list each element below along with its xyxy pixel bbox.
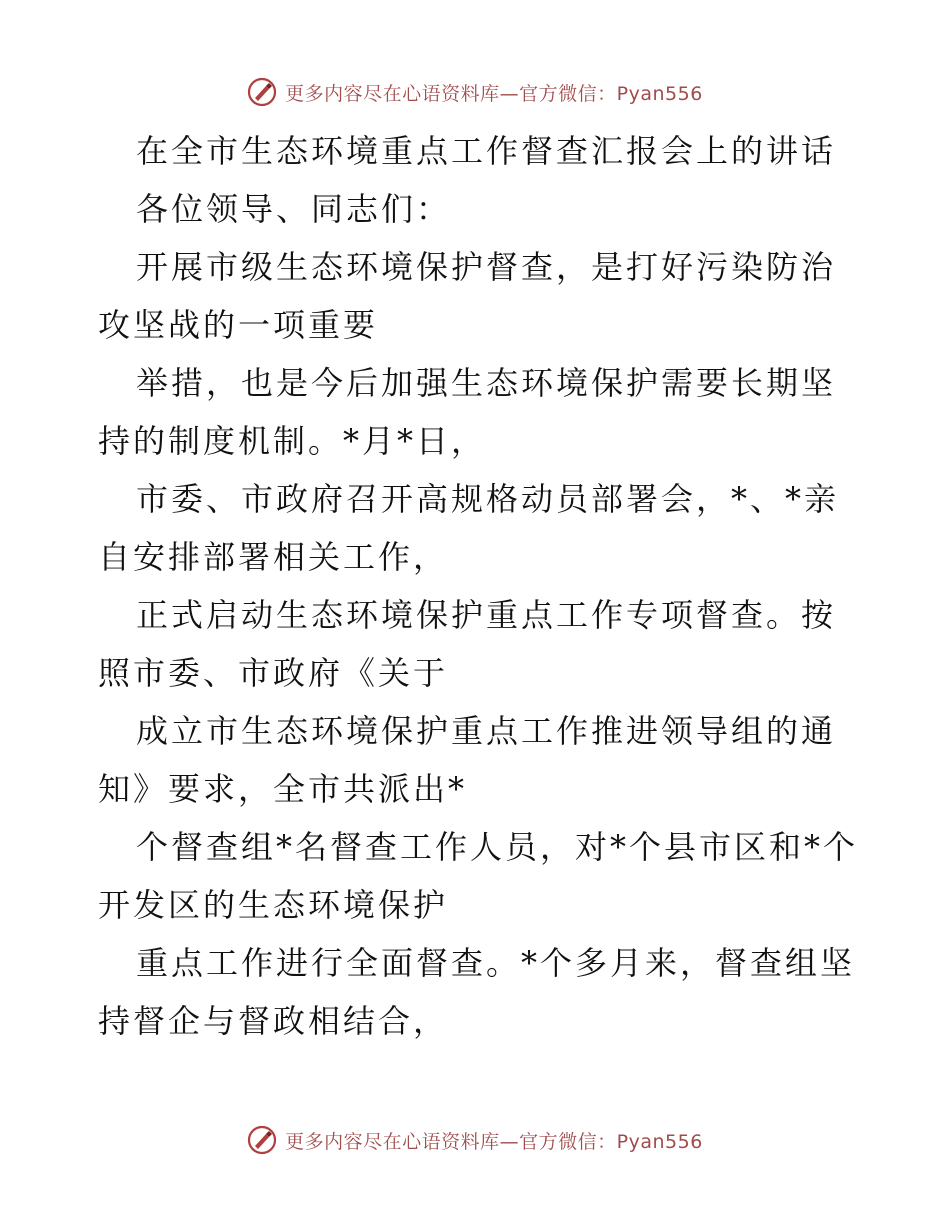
paragraph: 举措，也是今后加强生态环境保护需要长期坚持的制度机制。*月*日， xyxy=(98,364,837,460)
document-body xyxy=(98,122,858,1050)
salutation: 各位领导、同志们： xyxy=(136,190,452,228)
watermark-text: 更多内容尽在心语资料库—官方微信：Pyan556 xyxy=(285,1130,703,1153)
watermark-text: 更多内容尽在心语资料库—官方微信：Pyan556 xyxy=(285,82,703,105)
paragraph: 重点工作进行全面督查。*个多月来，督查组坚持督企与督政相结合， xyxy=(98,944,856,1040)
paragraph: 个督查组*名督查工作人员，对*个县市区和*个开发区的生态环境保护 xyxy=(98,828,859,924)
header-watermark xyxy=(0,72,950,112)
paragraph: 成立市生态环境保护重点工作推进领导组的通知》要求，全市共派出* xyxy=(98,712,837,808)
paragraph: 开展市级生态环境保护督查，是打好污染防治攻坚战的一项重要 xyxy=(98,248,837,344)
pen-logo-icon xyxy=(247,77,277,107)
pen-logo-icon xyxy=(247,1125,277,1155)
paragraph: 市委、市政府召开高规格动员部署会，*、*亲自安排部署相关工作， xyxy=(98,480,840,576)
paragraph: 正式启动生态环境保护重点工作专项督查。按照市委、市政府《关于 xyxy=(98,596,837,692)
speech-title: 在全市生态环境重点工作督查汇报会上的讲话 xyxy=(136,132,837,170)
footer-watermark xyxy=(0,1120,950,1160)
